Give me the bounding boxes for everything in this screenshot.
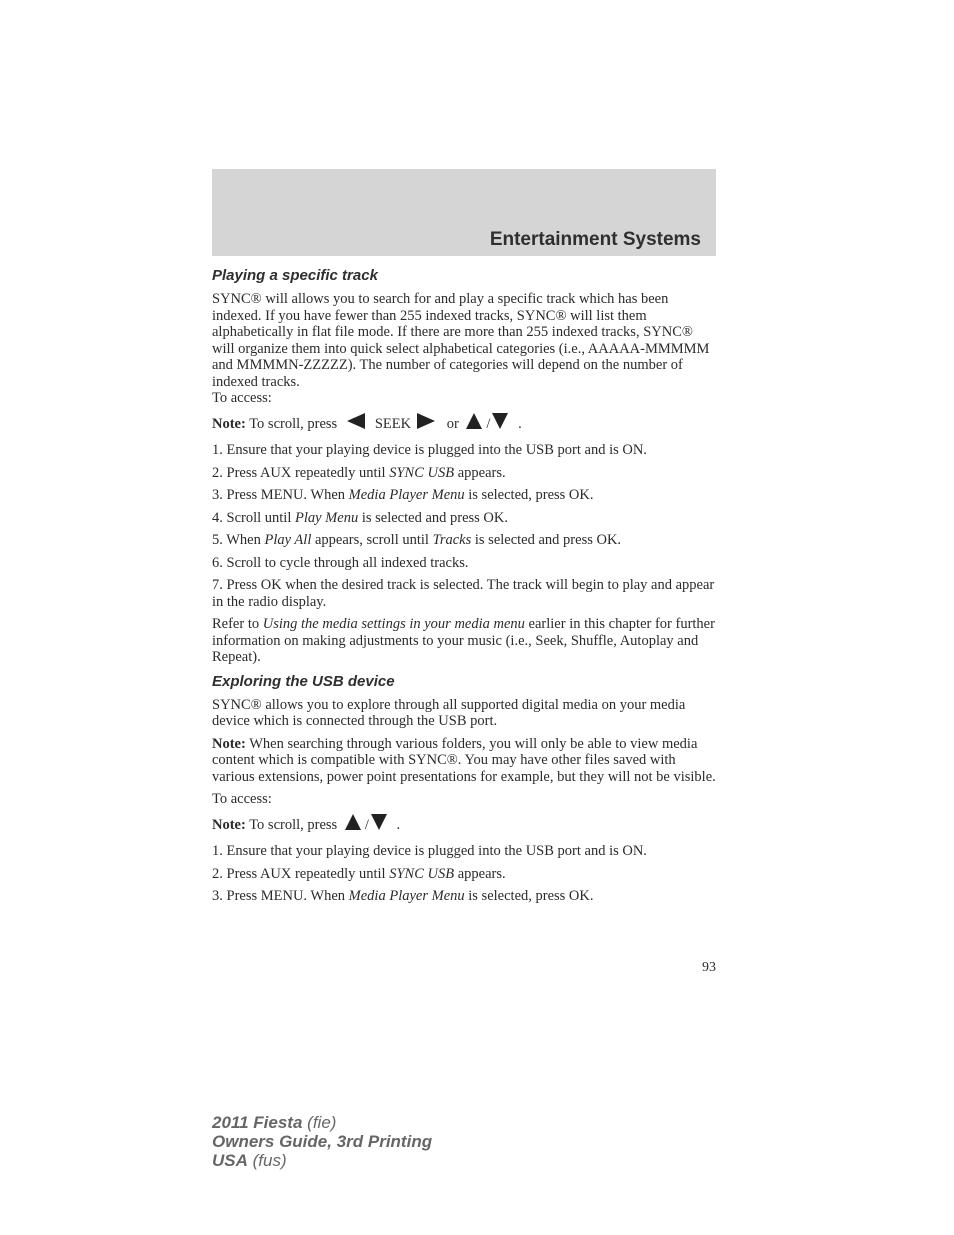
seek-label: SEEK [374, 415, 412, 432]
footer-line-1: 2011 Fiesta (fie) [212, 1113, 337, 1132]
step-7: 7. Press OK when the desired track is selected. The track will begin to play and appear in the radio display. [212, 577, 715, 610]
footer-edition-info [212, 1113, 432, 1170]
note-label: Note: [212, 415, 246, 432]
page-content [212, 266, 716, 911]
step-1: 1. Ensure that your playing device is plugged into the USB port and is ON. [212, 442, 647, 458]
step-4: 4. Scroll until Play Menu is selected and press OK. [212, 509, 508, 526]
step-6: 6. Scroll to cycle through all indexed tracks. [212, 554, 469, 571]
paragraph-usb-intro: SYNC® allows you to explore through all supported digital media on your media device which is connected through the USB port. [212, 696, 686, 729]
seek-left-arrow-icon [347, 413, 365, 429]
step-2: 2. Press AUX repeatedly until SYNC USB appears. [212, 464, 506, 481]
note-or: or [446, 415, 459, 432]
paragraph-refer: Refer to Using the media settings in your media menu earlier in this chapter for further information on making adjustments to your music (i.e., Seek, Shuffle, Autoplay and Repeat). [212, 616, 715, 665]
usb-step-2: 2. Press AUX repeatedly until SYNC USB appears. [212, 865, 506, 882]
seek-right-arrow-icon [417, 413, 435, 429]
note-slash: / [486, 415, 491, 432]
page-number: 93 [702, 960, 716, 975]
usb-step-3: 3. Press MENU. When Media Player Menu is selected, press OK. [212, 888, 594, 904]
up-arrow-icon [345, 814, 361, 830]
paragraph-track-intro: SYNC® will allows you to search for and play a specific track which has been indexed. If you have fewer than 255 indexed tracks, SYNC® will list them alphabetically in flat file mode. If there are more than 255 indexed tracks, SYNC® will organize them into quick select alphabetical categories (i.e., AAAAA-MMMMM and MMMMN-ZZZZZ). The number of categories will depend on the number of indexed tracks. [212, 291, 710, 390]
note-scroll-controls-2: Note: To scroll, press / . [212, 814, 716, 834]
paragraph-to-access-2: To access: [212, 791, 272, 807]
down-arrow-icon [371, 814, 387, 830]
usb-step-1: 1. Ensure that your playing device is plugged into the USB port and is ON. [212, 843, 647, 859]
note-end: . [518, 415, 522, 432]
step-5: 5. When Play All appears, scroll until Tracks is selected and press OK. [212, 532, 622, 548]
step-3: 3. Press MENU. When Media Player Menu is selected, press OK. [212, 487, 594, 503]
section-title: Entertainment Systems [489, 229, 701, 250]
note-scroll-controls [212, 413, 716, 433]
note-folders: Note: When searching through various folders, you will only be able to view media content which is compatible with SYNC®. You may have other files saved with various extensions, power point presentations for example, but they will not be visible. [212, 735, 716, 785]
footer-line-2: Owners Guide, 3rd Printing [212, 1132, 433, 1151]
paragraph-to-access: To access: [212, 390, 272, 406]
note-text: To scroll, press [249, 415, 338, 432]
up-arrow-icon [466, 413, 482, 429]
heading-exploring-usb: Exploring the USB device [212, 672, 395, 690]
footer-line-3: USA (fus) [212, 1151, 287, 1170]
section-header-band [212, 169, 716, 256]
heading-playing-specific-track: Playing a specific track [212, 267, 378, 284]
down-arrow-icon [492, 413, 508, 429]
